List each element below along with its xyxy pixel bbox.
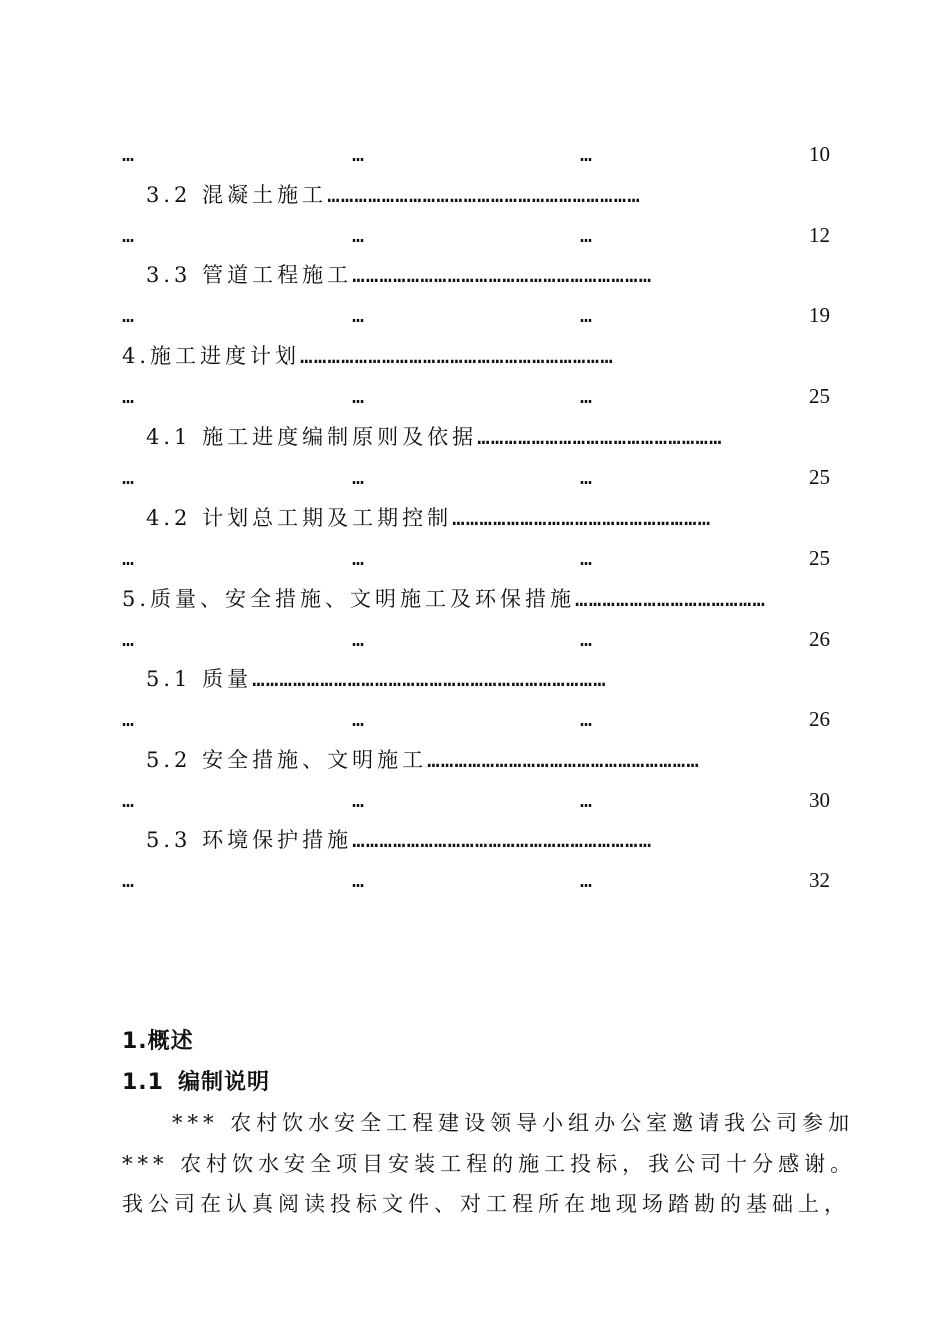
toc-page-number: 19 xyxy=(809,303,830,327)
toc-entry-label: 4.施工进度计划 xyxy=(122,344,301,368)
section-heading-1: 1.概述 xyxy=(122,1029,194,1054)
toc-leader-dots: … xyxy=(122,546,135,570)
toc-leader-dots: … xyxy=(580,223,593,247)
toc-continuation-line xyxy=(122,704,830,734)
toc-page-number: 30 xyxy=(809,788,830,812)
toc-page-number: 12 xyxy=(809,223,830,247)
toc-page-number: 26 xyxy=(809,707,830,731)
toc-entry-3-2[interactable] xyxy=(146,180,830,210)
toc-entry-5-2[interactable] xyxy=(146,745,830,775)
toc-leader-dots: … xyxy=(352,142,365,166)
toc-leader-dots: … xyxy=(352,868,365,892)
toc-continuation-line xyxy=(122,381,830,411)
toc-page-number: 26 xyxy=(809,627,830,651)
toc-leader-dots: … xyxy=(580,384,593,408)
toc-continuation-line xyxy=(122,462,830,492)
paragraph-line: *** 农村饮水安全项目安装工程的施工投标，我公司十分感谢。 xyxy=(122,1152,857,1176)
toc-entry-4-1[interactable] xyxy=(146,422,830,452)
toc-leader-dots: … xyxy=(352,303,365,327)
toc-continuation-line xyxy=(122,624,830,654)
toc-leader-dots: ……………………………………………… xyxy=(477,425,723,449)
toc-leader-dots: … xyxy=(122,303,135,327)
heading-number: 1.1 xyxy=(122,1070,164,1095)
toc-leader-dots: … xyxy=(352,546,365,570)
heading-text: 编制说明 xyxy=(177,1070,270,1095)
toc-leader-dots: … xyxy=(352,788,365,812)
toc-entry-label: 5.1 质量 xyxy=(146,667,253,691)
toc-leader-dots: … xyxy=(352,627,365,651)
toc-continuation-line xyxy=(122,139,830,169)
toc-leader-dots: … xyxy=(352,223,365,247)
toc-leader-dots: ………………………………………………………… xyxy=(352,263,653,287)
toc-leader-dots: … xyxy=(580,707,593,731)
toc-page-number: 32 xyxy=(809,868,830,892)
toc-entry-label: 3.2 混凝土施工 xyxy=(146,183,328,207)
toc-entry-3-3[interactable] xyxy=(146,260,830,290)
toc-page-number: 25 xyxy=(809,546,830,570)
toc-page-number: 25 xyxy=(809,465,830,489)
toc-leader-dots: … xyxy=(122,223,135,247)
toc-leader-dots: … xyxy=(122,788,135,812)
toc-page-number: 25 xyxy=(809,384,830,408)
toc-leader-dots: …………………………………………………………………… xyxy=(252,667,607,691)
toc-leader-dots: …………………………………………………………… xyxy=(300,344,614,368)
toc-leader-dots: … xyxy=(580,546,593,570)
toc-leader-dots: … xyxy=(580,788,593,812)
toc-leader-dots: …………………………………………………………… xyxy=(327,183,641,207)
toc-leader-dots: ………………………………………………………… xyxy=(352,828,653,852)
toc-continuation-line xyxy=(122,543,830,573)
toc-leader-dots: ………………………………………………… xyxy=(452,506,712,530)
toc-entry-label: 3.3 管道工程施工 xyxy=(146,263,353,287)
toc-entry-5[interactable] xyxy=(122,584,830,614)
toc-leader-dots: … xyxy=(122,465,135,489)
toc-leader-dots: … xyxy=(580,465,593,489)
toc-leader-dots: …………………………………………………… xyxy=(427,748,700,772)
toc-leader-dots: … xyxy=(352,707,365,731)
toc-leader-dots: … xyxy=(352,465,365,489)
toc-entry-5-3[interactable] xyxy=(146,825,830,855)
toc-leader-dots: …………………………………… xyxy=(575,587,767,611)
toc-entry-label: 5.3 环境保护措施 xyxy=(146,828,353,852)
toc-entry-4-2[interactable] xyxy=(146,503,830,533)
toc-entry-label: 5.质量、安全措施、文明施工及环保措施 xyxy=(122,587,576,611)
toc-entry-label: 4.1 施工进度编制原则及依据 xyxy=(146,425,478,449)
toc-entry-5-1[interactable] xyxy=(146,664,830,694)
toc-leader-dots: … xyxy=(122,627,135,651)
toc-continuation-line xyxy=(122,785,830,815)
toc-leader-dots: … xyxy=(580,627,593,651)
toc-page-number: 10 xyxy=(809,142,830,166)
toc-leader-dots: … xyxy=(122,142,135,166)
toc-leader-dots: … xyxy=(580,868,593,892)
toc-continuation-line xyxy=(122,865,830,895)
toc-leader-dots: … xyxy=(352,384,365,408)
toc-continuation-line xyxy=(122,220,830,250)
toc-entry-label: 5.2 安全措施、文明施工 xyxy=(146,748,428,772)
paragraph-line: 我公司在认真阅读投标文件、对工程所在地现场踏勘的基础上， xyxy=(122,1192,850,1216)
toc-leader-dots: … xyxy=(580,142,593,166)
paragraph-line: *** 农村饮水安全工程建设领导小组办公室邀请我公司参加 xyxy=(172,1111,855,1135)
toc-leader-dots: … xyxy=(122,384,135,408)
toc-entry-4[interactable] xyxy=(122,341,830,371)
toc-leader-dots: … xyxy=(122,868,135,892)
toc-entry-label: 4.2 计划总工期及工期控制 xyxy=(146,506,453,530)
toc-continuation-line xyxy=(122,300,830,330)
toc-leader-dots: … xyxy=(580,303,593,327)
section-heading-1-1 xyxy=(122,1068,270,1098)
toc-leader-dots: … xyxy=(122,707,135,731)
